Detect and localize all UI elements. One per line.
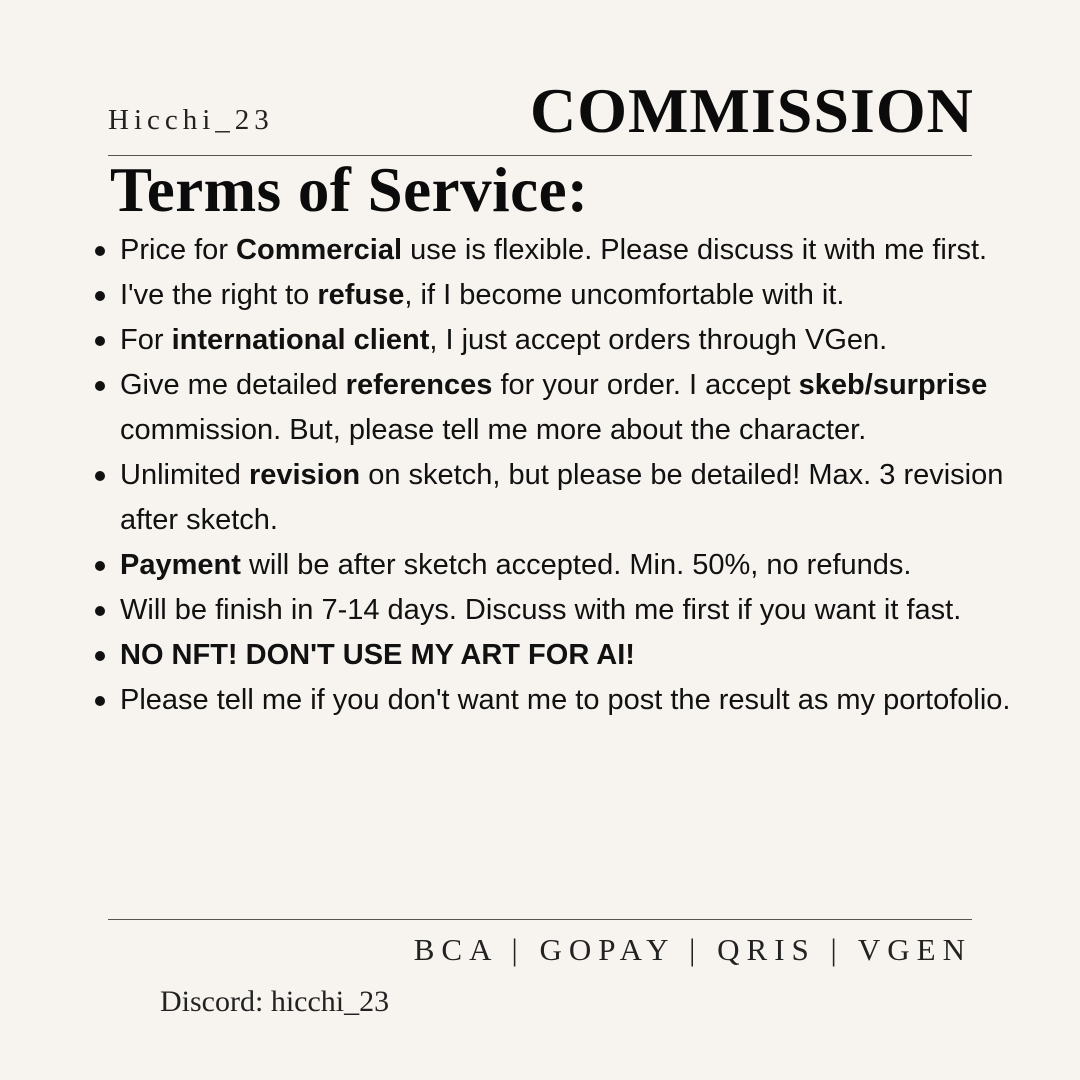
term-text: Price for (120, 234, 237, 266)
bullet-icon (95, 606, 105, 616)
term-item (120, 318, 1025, 363)
term-text: For (120, 324, 172, 356)
term-item (120, 273, 1025, 318)
bullet-icon (95, 336, 105, 346)
term-emphasis: refuse (317, 279, 405, 311)
bullet-icon (95, 381, 105, 391)
term-item (120, 633, 1025, 678)
discord-contact: Discord: hicchi_23 (160, 985, 390, 1018)
bullet-icon (95, 291, 105, 301)
bullet-icon (95, 471, 105, 481)
term-text: Will be finish in 7-14 days. Discuss with me first if you want it fast. (120, 594, 962, 626)
bottom-divider (108, 919, 972, 920)
payment-methods: BCA | GOPAY | QRIS | VGEN (413, 932, 972, 967)
term-emphasis: international client (171, 324, 430, 356)
terms-title: Terms of Service: (110, 155, 589, 225)
term-text: Please tell me if you don't want me to post the result as my portofolio. (120, 684, 1011, 716)
term-item (120, 228, 1025, 273)
term-item (120, 453, 1025, 543)
term-item (120, 543, 1025, 588)
term-text: I've the right to (120, 279, 318, 311)
term-text: Give me detailed (120, 369, 346, 401)
term-emphasis: references (345, 369, 493, 401)
bullet-icon (95, 651, 105, 661)
term-emphasis: skeb/surprise (798, 369, 988, 401)
term-emphasis: NO NFT! DON'T USE MY ART FOR AI! (120, 639, 635, 671)
term-text: commission. But, please tell me more about the character. (120, 414, 867, 446)
terms-list (120, 228, 1025, 723)
bullet-icon (95, 696, 105, 706)
term-emphasis: Commercial (236, 234, 403, 266)
term-text: Unlimited (120, 459, 249, 491)
term-emphasis: Payment (120, 549, 241, 581)
term-emphasis: revision (248, 459, 361, 491)
term-text: for your order. I accept (492, 369, 799, 401)
bullet-icon (95, 561, 105, 571)
term-item (120, 363, 1025, 453)
artist-handle: Hicchi_23 (108, 104, 274, 136)
term-item (120, 588, 1025, 633)
term-text: , I just accept orders through VGen. (429, 324, 888, 356)
term-text: , if I become uncomfortable with it. (404, 279, 845, 311)
term-text: will be after sketch accepted. Min. 50%, no refunds. (240, 549, 912, 581)
term-text: use is flexible. Please discuss it with me first. (402, 234, 988, 266)
term-text: on sketch, but please be detailed! Max. 3 revision after sketch. (120, 459, 1004, 536)
term-item (120, 678, 1025, 723)
page-heading: COMMISSION (530, 75, 974, 146)
bullet-icon (95, 246, 105, 256)
